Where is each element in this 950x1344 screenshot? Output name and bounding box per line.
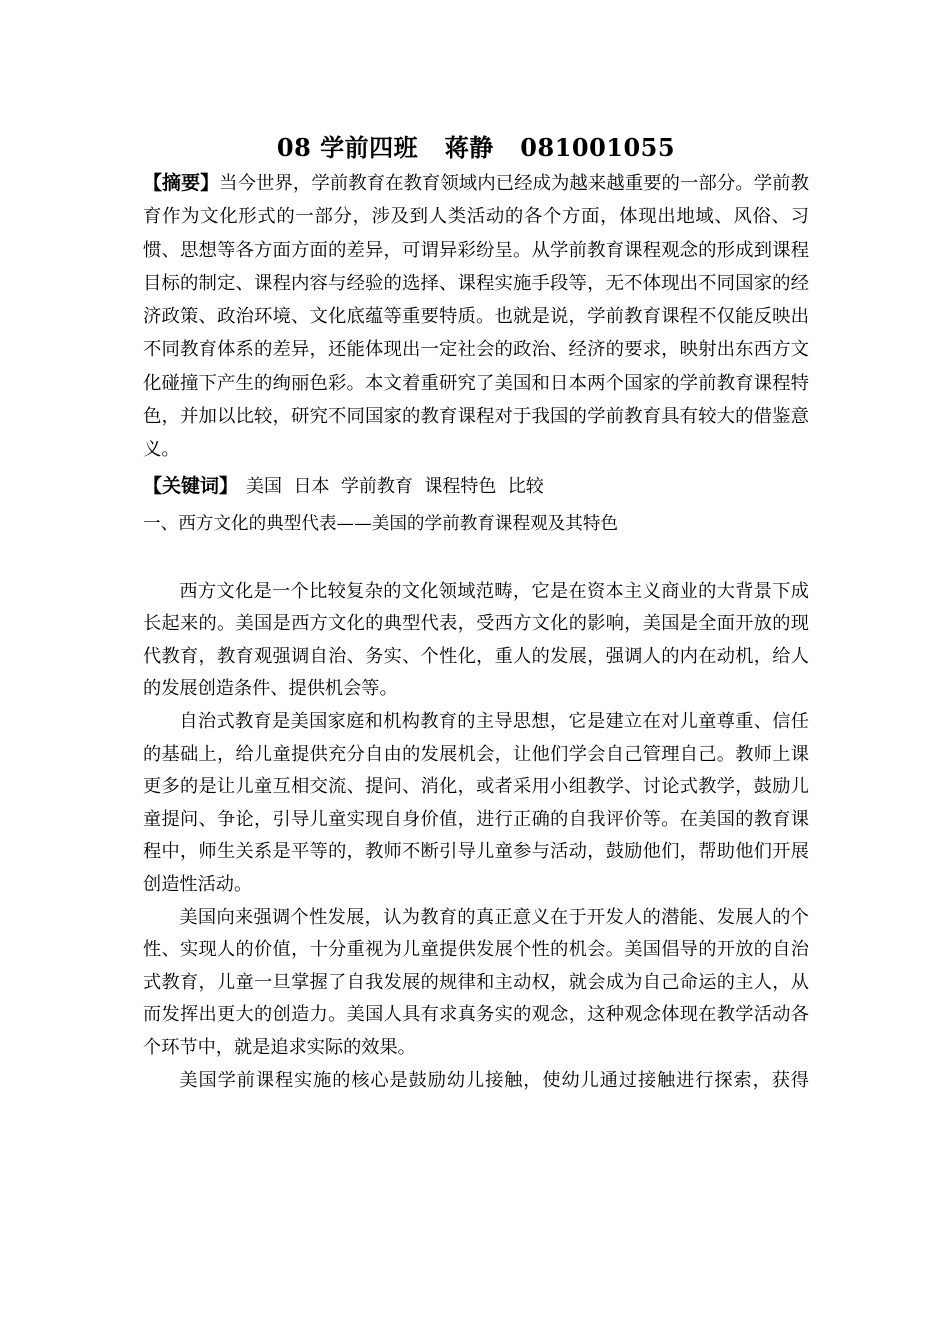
- body-paragraph: 美国学前课程实施的核心是鼓励幼儿接触，使幼儿通过接触进行探索，获得: [179, 1069, 809, 1091]
- document-title: 08 学前四班 蒋静 081001055: [276, 133, 676, 162]
- abstract-label: 【摘要】: [143, 172, 220, 194]
- keywords-text: 美国 日本 学前教育 课程特色 比较: [246, 475, 544, 497]
- section-heading: 一、西方文化的典型代表——美国的学前教育课程观及其特色: [143, 513, 619, 534]
- body-paragraph: 美国向来强调个性发展，认为教育的真正意义在于开发人的潜能、发展人的个性、实现人的价值，十分重视为儿童提供发展个性的机会。美国倡导的开放的自治式教育，儿童一旦掌握了自我发展的规律和主动权，就会成为自己命运的主人，从而发挥出更大的创造力。美国人具有求真务实的观念，这种观念体现在教学活动各个环节中，就是追求实际的效果。: [143, 906, 809, 1058]
- keywords-label: 【关键词】: [143, 474, 239, 497]
- abstract-paragraph: [143, 167, 809, 467]
- document-page: [143, 131, 809, 1097]
- body-text: [143, 576, 809, 1098]
- keywords-line: [143, 470, 809, 503]
- abstract-text: 当今世界，学前教育在教育领域内已经成为越来越重要的一部分。学前教育作为文化形式的一部分，涉及到人类活动的各个方面，体现出地域、风俗、习惯、思想等各方面方面的差异，可谓异彩纷呈。从学前教育课程观念的形成到课程目标的制定、课程内容与经验的选择、课程实施手段等，无不体现出不同国家的经济政策、政治环境、文化底蕴等重要特质。也就是说，学前教育课程不仅能反映出不同教育体系的差异，还能体现出一定社会的政治、经济的要求，映射出东西方文化碰撞下产生的绚丽色彩。本文着重研究了美国和日本两个国家的学前教育课程特色，并加以比较，研究不同国家的教育课程对于我国的学前教育具有较大的借鉴意义。: [143, 173, 809, 461]
- body-paragraph: 西方文化是一个比较复杂的文化领域范畴，它是在资本主义商业的大背景下成长起来的。美国是西方文化的典型代表，受西方文化的影响，美国是全面开放的现代教育，教育观强调自治、务实、个性化，重人的发展，强调人的内在动机，给人的发展创造条件、提供机会等。: [143, 580, 809, 700]
- body-paragraph: 自治式教育是美国家庭和机构教育的主导思想，它是建立在对儿童尊重、信任的基础上，给儿童提供充分自由的发展机会，让他们学会自己管理自己。教师上课更多的是让儿童互相交流、提问、消化，或者采用小组教学、讨论式教学，鼓励儿童提问、争论，引导儿童实现自身价值，进行正确的自我评价等。在美国的教育课程中，师生关系是平等的，教师不断引导儿童参与活动，鼓励他们，帮助他们开展创造性活动。: [143, 711, 809, 896]
